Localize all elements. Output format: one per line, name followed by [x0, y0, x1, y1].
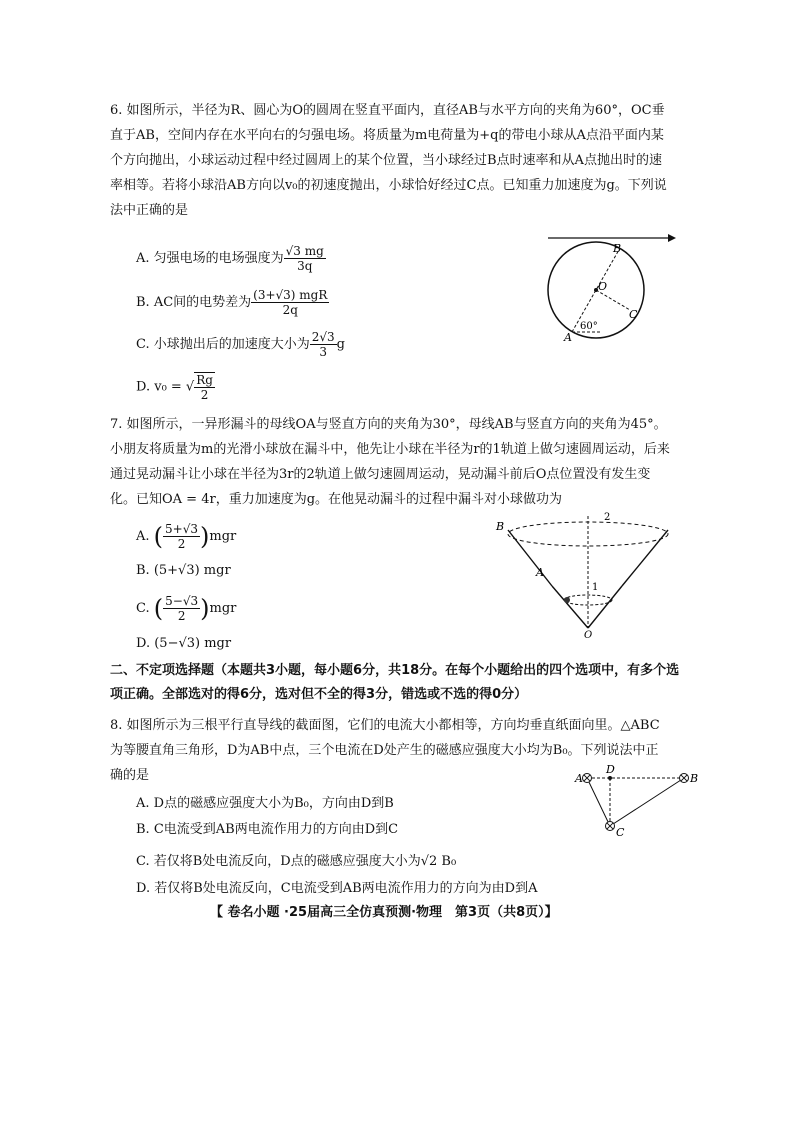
- q8-wires-figure: [560, 764, 700, 842]
- q8-option-a[interactable]: A. D点的磁感应强度大小为B₀，方向由D到B: [136, 796, 394, 811]
- q8-option-c[interactable]: C. 若仅将B处电流反向，D点的磁感应强度大小为√2 B₀: [136, 854, 457, 869]
- fig7-label-a: A: [536, 566, 544, 579]
- q7-stem: 7. 如图所示，一异形漏斗的母线OA与竖直方向的夹角为30°，母线AB与竖直方向的夹角为45°。小朋友将质量为m的光滑小球放在漏斗中，他先让小球在半径为r的1轨道上做匀速圆周运动，后来通过晃动漏斗让小球在半径为3r的2轨道上做匀速圆周运动，晃动漏斗前后O点位置没有发生变化。已知OA = 4r，重力加速度为g。在他晃动漏斗的过程中漏斗对小球做功为: [110, 417, 670, 507]
- q6-circle-figure: [540, 228, 680, 348]
- page-footer: 【 卷名小题 ·25届高三全仿真预测·物理 第3页（共8页）】: [210, 905, 558, 920]
- fig7-label-2: 2: [604, 512, 611, 523]
- fig8-label-a: A: [575, 772, 583, 785]
- fig6-label-o: O: [598, 280, 608, 293]
- fig6-angle: 60°: [580, 321, 598, 332]
- q6-option-b[interactable]: B. AC间的电势差为 $\frac{\text{(3+√3) mgR}}{2q}$: [136, 288, 328, 317]
- q7-option-c[interactable]: C. ( $\frac{5-√3}{2}$ )mgr: [136, 594, 237, 623]
- fig7-label-o: O: [584, 630, 593, 638]
- q7-option-b[interactable]: B. (5+√3) mgr: [136, 563, 231, 578]
- fig6-label-b: B: [613, 242, 622, 255]
- q6-option-a[interactable]: A. 匀强电场的电场强度为 $\frac{√3 mg}{3q}$: [136, 244, 324, 273]
- fig7-label-b: B: [496, 520, 505, 533]
- q6-stem: 6. 如图所示，半径为R、圆心为O的圆周在竖直平面内，直径AB与水平方向的夹角为60°，OC垂直于AB，空间内存在水平向右的匀强电场。将质量为m电荷量为+q的带电小球从A点沿平面内某个方向抛出，小球运动过程中经过圆周上的某个位置，当小球经过B点时速率和从A点抛出时的速率相等。若将小球沿AB方向以v₀的初速度抛出，小球恰好经过C点。已知重力加速度为g。下列说法中正确的是: [110, 103, 667, 218]
- q8-option-b[interactable]: B. C电流受到AB两电流作用力的方向由D到C: [136, 822, 399, 837]
- fig6-label-c: C: [629, 308, 638, 321]
- q8-option-d[interactable]: D. 若仅将B处电流反向，C电流受到AB两电流作用力的方向为由D到A: [136, 881, 538, 896]
- q7-option-d[interactable]: D. (5−√3) mgr: [136, 636, 232, 651]
- q6-option-c[interactable]: C. 小球抛出后的加速度大小为 $\frac{2√3}{3}$ g: [136, 330, 345, 359]
- fig8-label-d: D: [606, 764, 615, 776]
- fig6-label-a: A: [564, 331, 572, 344]
- q7-funnel-figure: [490, 508, 680, 638]
- q8-stem: 8. 如图所示为三根平行直导线的截面图，它们的电流大小都相等，方向均垂直纸面向里。△ABC为等腰直角三角形，D为AB中点，三个电流在D处产生的磁感应强度大小均为B₀。下列说法中正确的是: [110, 718, 660, 783]
- fig8-label-b: B: [690, 772, 699, 785]
- q7-option-a[interactable]: A. ( $\frac{5+√3}{2}$ )mgr: [136, 522, 237, 551]
- q6-option-d[interactable]: D. v₀ = √ $\frac{Rg}{2}$: [136, 373, 213, 402]
- fig8-label-c: C: [616, 826, 625, 839]
- fig7-label-1: 1: [592, 582, 599, 593]
- section-2-header: 二、不定项选择题（本题共3小题，每小题6分，共18分。在每个小题给出的四个选项中，有多个选项正确。全部选对的得6分，选对但不全的得3分，错选或不选的得0分）: [110, 663, 680, 702]
